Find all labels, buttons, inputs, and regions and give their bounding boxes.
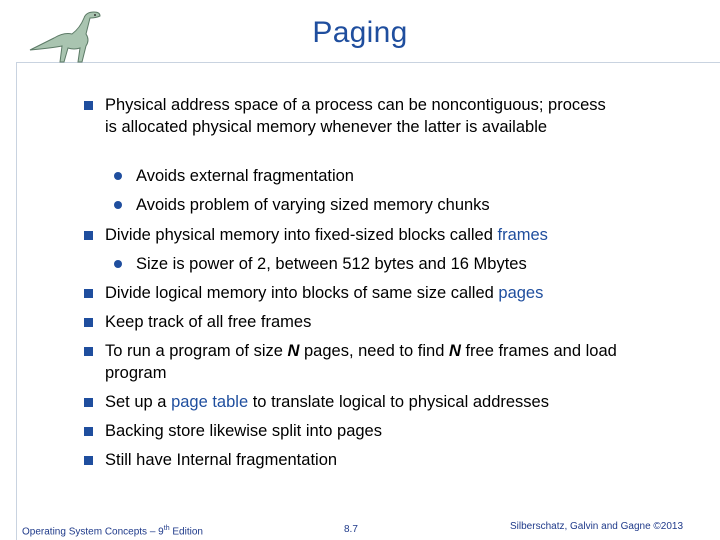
term-page-table: page table <box>171 393 249 411</box>
sub-bullet-external-fragmentation: Avoids external fragmentation <box>136 165 636 187</box>
square-bullet-icon <box>84 427 93 436</box>
square-bullet-icon <box>84 398 93 407</box>
footer-book-title: Operating System Concepts – 9th Edition <box>22 525 203 538</box>
sub-bullet-varying-chunks: Avoids problem of varying sized memory chunks <box>136 194 656 216</box>
square-bullet-icon <box>84 318 93 327</box>
round-bullet-icon <box>114 260 122 268</box>
sub-bullet-size-power-of-2: Size is power of 2, between 512 bytes and 16 Mbytes <box>136 253 696 275</box>
square-bullet-icon <box>84 456 93 465</box>
square-bullet-icon <box>84 289 93 298</box>
square-bullet-icon <box>84 347 93 356</box>
bullet-pages: Divide logical memory into blocks of same size called pages <box>105 282 665 304</box>
footer-page-number: 8.7 <box>344 524 358 535</box>
round-bullet-icon <box>114 172 122 180</box>
bullet-run-program: To run a program of size N pages, need to find N free frames and load program <box>105 340 640 384</box>
bullet-frames: Divide physical memory into fixed-sized blocks called frames <box>105 224 665 246</box>
footer-authors: Silberschatz, Galvin and Gagne ©2013 <box>510 521 684 532</box>
bullet-free-frames: Keep track of all free frames <box>105 311 665 333</box>
square-bullet-icon <box>84 231 93 240</box>
round-bullet-icon <box>114 201 122 209</box>
term-pages: pages <box>498 284 544 302</box>
slide-title: Paging <box>312 16 408 49</box>
term-frames: frames <box>497 226 548 244</box>
bullet-physical-address: Physical address space of a process can be noncontiguous; process is allocated physical memory whenever the latter is available <box>105 94 615 138</box>
bullet-page-table: Set up a page table to translate logical to physical addresses <box>105 391 685 413</box>
bullet-backing-store: Backing store likewise split into pages <box>105 420 665 442</box>
bullet-internal-fragmentation: Still have Internal fragmentation <box>105 449 665 471</box>
square-bullet-icon <box>84 101 93 110</box>
